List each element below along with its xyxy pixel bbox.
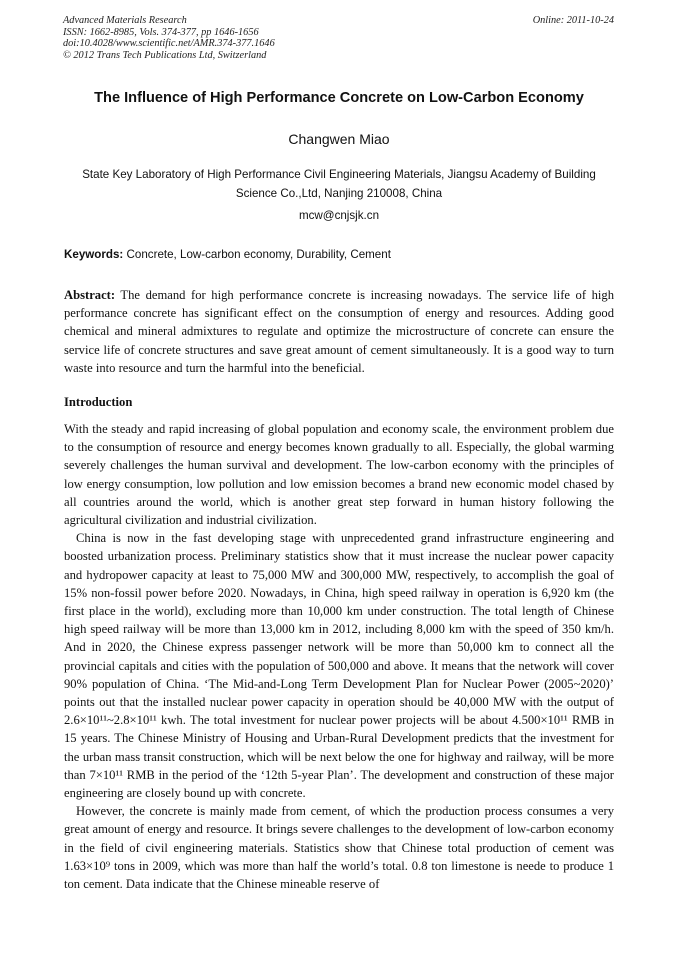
section-heading-introduction: Introduction: [64, 395, 133, 409]
journal-header: [63, 15, 275, 61]
introduction-body: [64, 420, 614, 893]
keywords-text: Concrete, Low-carbon economy, Durability, Cement: [126, 248, 391, 261]
paragraph: However, the concrete is mainly made from cement, of which the production process consumes a very great amount of energy and resource. It brings severe challenges to the development of low-carbon economy in the field of civil engineering materials. Statistics show that Chinese total production of cement was 1.63×10⁹ tons in 2009, which was more than half the world’s total. 0.8 ton limestone is neede to produce 1 ton cement. Data indicate that the Chinese mineable reserve of: [64, 804, 614, 892]
copyright-line: © 2012 Trans Tech Publications Ltd, Switzerland: [63, 49, 267, 61]
paragraph: With the steady and rapid increasing of global population and economy scale, the environment problem due to the consumption of resource and energy becomes known gradually to all. Especially, the global warming severely challenges the human survival and development. The low-carbon economy with the principles of low energy consumption, low pollution and low emission becomes a brand new economic model chased by all countries around the world, which is another great step forward in human history following the agricultural civilization and industrial civilization.: [64, 422, 614, 528]
abstract: [64, 286, 614, 377]
keywords-line: [64, 248, 624, 261]
keywords-label: Keywords:: [64, 248, 124, 261]
author-name: Changwen Miao: [288, 131, 390, 147]
doi-line: doi:10.4028/www.scientific.net/AMR.374-377.1646: [63, 38, 275, 50]
author-email: mcw@cnjsjk.cn: [298, 209, 380, 222]
journal-name: Advanced Materials Research: [63, 15, 187, 26]
online-date: Online: 2011-10-24: [532, 15, 614, 26]
paragraph: China is now in the fast developing stage with unprecedented grand infrastructure engineering and boosted urbanization process. Preliminary statistics show that it must increase the nuclear power capacity and hydropower capacity at least to 75,000 MW and 300,000 MW, respectively, to accomplish the goal of 15% non-fossil power before 2020. Nowadays, in China, high speed railway in operation is 6,920 km (the first place in the world), excluding more than 10,000 km under construction. The total length of Chinese high speed railway will be more than 13,000 km in 2012, including 8,000 km with the speed of 350 km/h. And in 2020, the Chinese express passenger network will be more than 50,000 km to connect all the provincial capitals and cities with the population of 500,000 and above. It means that the network will cover 90% population of China. ‘The Mid-and-Long Term Development Plan for Nuclear Power (2005~2020)’ points out that the installed nuclear power capacity in operation should be 40,000 MW with the output of 2.6×10¹¹~2.8×10¹¹ kwh. The total investment for nuclear power projects will be about 4.500×10¹¹ RMB in 15 years. The Chinese Ministry of Housing and Urban-Rural Development predicts that the investment for the urban mass transit construction, which will be next below the one for highway and railway, will be more than 7×10¹¹ RMB in the period of the ‘12th 5-year Plan’. The development and construction of these major engineering are closely bound up with concrete.: [64, 531, 614, 801]
issn-line: ISSN: 1662-8985, Vols. 374-377, pp 1646-1656: [63, 26, 259, 38]
abstract-text: The demand for high performance concrete is increasing nowadays. The service life of high performance concrete has significant effect on the consumption of energy and resources. Adding good chemical and mineral admixtures to regulate and optimize the microstructure of concrete can ensure the service life of concrete structures and save great amount of cement simultaneously. It is a good way to turn waste into resource and turn the harmful into the beneficial.: [64, 288, 615, 375]
abstract-label: Abstract:: [64, 288, 116, 302]
paper-title: The Influence of High Performance Concrete on Low-Carbon Economy: [94, 90, 584, 106]
affiliation: State Key Laboratory of High Performance Civil Engineering Materials, Jiangsu Academy of Building Science Co.,Ltd, Nanjing 210008, China: [82, 168, 596, 200]
